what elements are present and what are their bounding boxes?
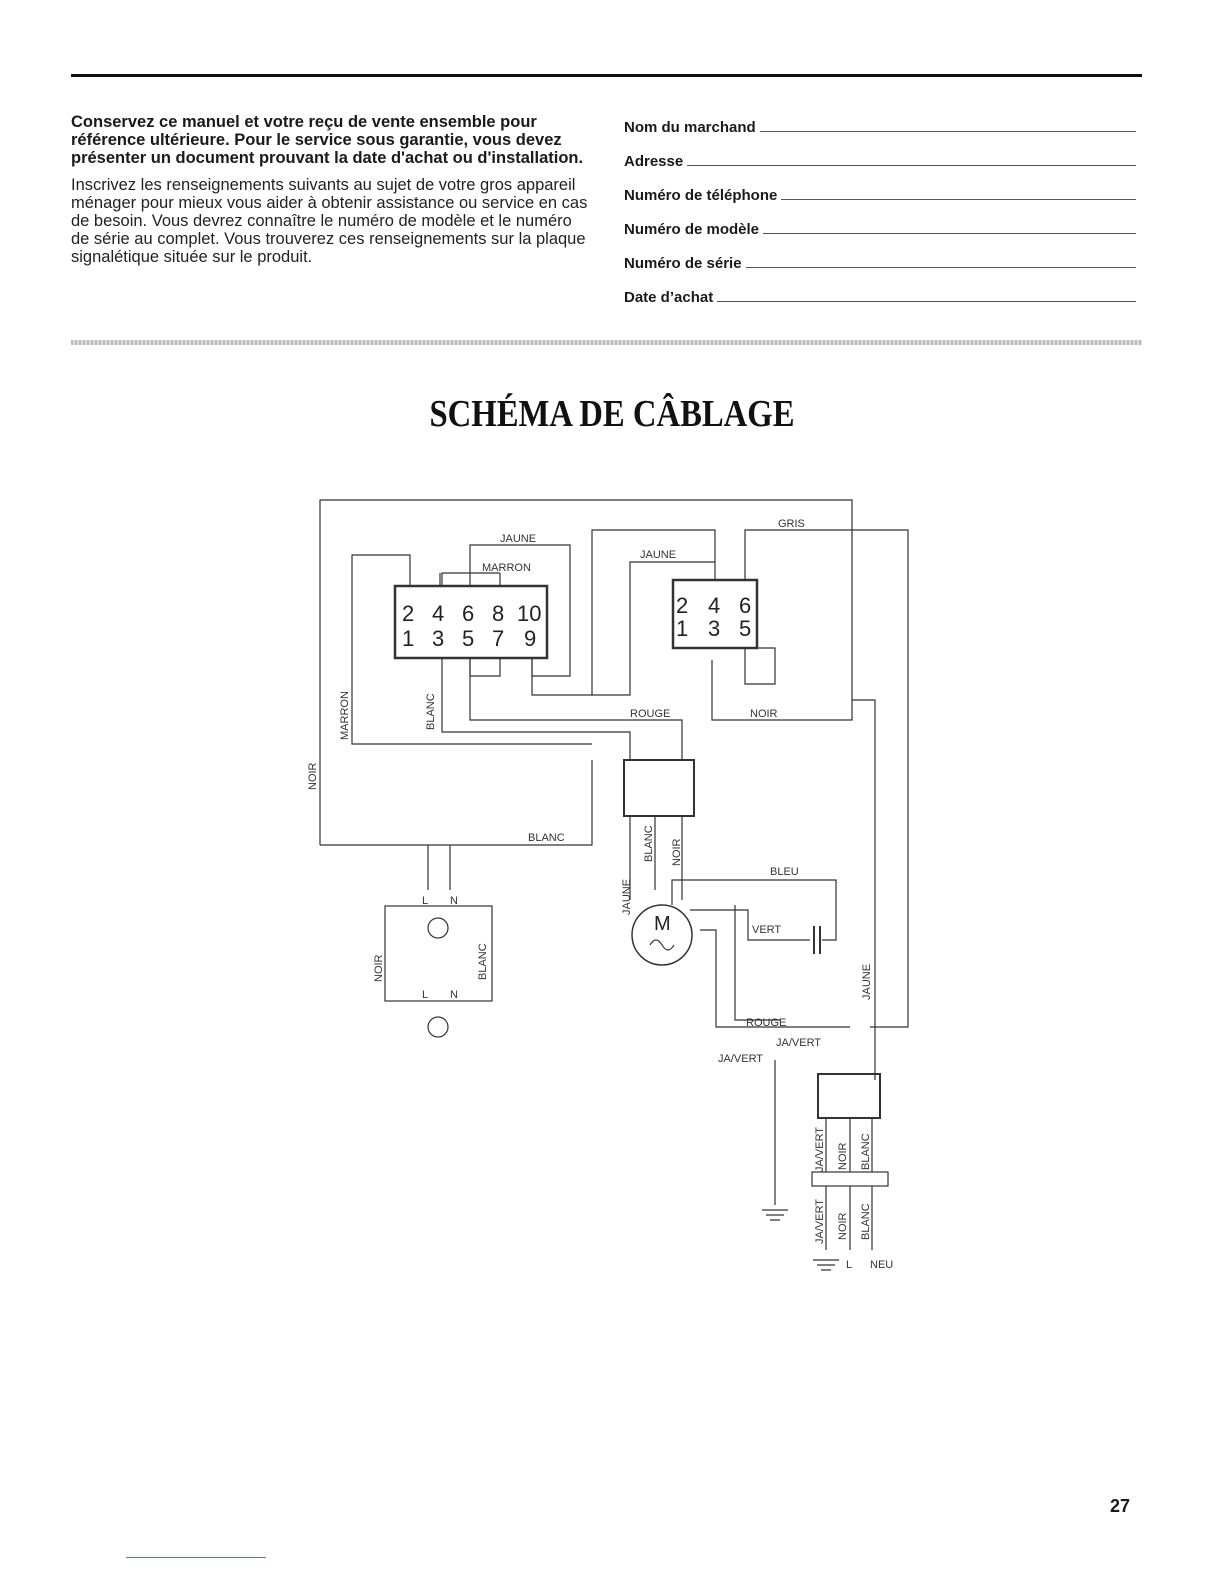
wire-from-5	[470, 658, 500, 676]
wire-jaune-long	[852, 700, 875, 1080]
motor-tilde	[650, 940, 674, 950]
terminal-block	[818, 1074, 880, 1118]
label-supply-l: L	[846, 1259, 853, 1271]
label-lamp-l: L	[422, 895, 429, 907]
label-blanc-lamp: BLANC	[477, 943, 489, 980]
page-title: SCHÉMA DE CÂBLAGE	[429, 393, 795, 435]
sw-right-bot-3: 5	[739, 616, 752, 641]
label-rouge-mid: ROUGE	[630, 708, 671, 720]
page-number: 27	[1110, 1496, 1131, 1516]
capacitor	[814, 926, 820, 954]
sw-left-top-2: 4	[432, 601, 445, 626]
form-label: Nom du marchand	[624, 119, 756, 136]
label-marron-top: MARRON	[482, 562, 531, 574]
lamp-2	[428, 1017, 448, 1037]
section-divider	[71, 340, 1142, 345]
form-field-phone[interactable]	[624, 170, 1136, 204]
selector-box	[624, 760, 694, 816]
sw-left-bot-5: 9	[524, 626, 537, 651]
fill-line[interactable]	[763, 233, 1136, 234]
motor-wire-ground	[735, 905, 780, 1020]
motor-wire-rouge	[700, 930, 850, 1027]
label-javert-1: JA/VERT	[776, 1037, 822, 1049]
label-blanc-term: BLANC	[860, 1133, 872, 1170]
intro-section	[71, 113, 591, 266]
form-field-merchant[interactable]	[624, 119, 1136, 136]
fill-line[interactable]	[760, 131, 1136, 132]
label-bleu: BLEU	[770, 866, 799, 878]
label-noir-term: NOIR	[837, 1142, 849, 1170]
label-blanc-left: BLANC	[425, 693, 437, 730]
top-rule	[71, 74, 1142, 77]
form-label: Numéro de modèle	[624, 221, 760, 238]
label-noir-lamp: NOIR	[373, 954, 385, 982]
label-jaune-right: JAUNE	[861, 963, 873, 1000]
ground-symbol-2	[813, 1260, 839, 1270]
wiring-diagram	[300, 490, 940, 1290]
sw-right-top-1: 2	[676, 593, 689, 618]
form-field-address[interactable]	[624, 136, 1136, 170]
label-gris: GRIS	[778, 518, 805, 530]
label-vert: VERT	[752, 924, 782, 936]
intro-body-text: Inscrivez les renseignements suivants au sujet de votre gros appareil ménager pour mieux vous aider à obtenir assistance ou service en cas de besoin. Vous devrez connaître le numéro de modèle et le numéro de série au complet. Vous trouverez ces renseignements sur la plaque signalétique située sur le produit.	[71, 176, 588, 266]
label-jaune-mid: JAUNE	[640, 549, 677, 561]
record-form	[624, 119, 1136, 306]
sw-left-bot-2: 3	[432, 626, 445, 651]
sw-left-bot-1: 1	[402, 626, 415, 651]
sw-left-top-5: 10	[517, 601, 542, 626]
sw-left-top-4: 8	[492, 601, 505, 626]
sw-left-top-3: 6	[462, 601, 475, 626]
strain-relief	[812, 1172, 888, 1186]
lamp-wires-top	[320, 760, 592, 890]
sw-right-bot-2: 3	[708, 616, 721, 641]
label-lamp2-l: L	[422, 989, 429, 1001]
label-noir-right: NOIR	[750, 708, 778, 720]
fill-line[interactable]	[746, 267, 1136, 268]
label-marron-left: MARRON	[339, 691, 351, 740]
label-blanc-sel: BLANC	[643, 825, 655, 862]
sw-right-top-2: 4	[708, 593, 721, 618]
label-noir-left: NOIR	[307, 762, 319, 790]
label-noir-sel: NOIR	[671, 838, 683, 866]
ground-symbol	[762, 1210, 788, 1220]
fill-line[interactable]	[687, 165, 1136, 166]
wire-gris	[745, 530, 908, 1027]
label-javert-2: JA/VERT	[718, 1053, 764, 1065]
label-noir-supply: NOIR	[837, 1212, 849, 1240]
wire-outer	[320, 500, 852, 845]
form-field-model[interactable]	[624, 204, 1136, 238]
label-jaune-top: JAUNE	[500, 533, 537, 545]
form-label: Adresse	[624, 153, 684, 170]
label-jaune-motor: JAUNE	[621, 878, 633, 915]
form-field-serial[interactable]	[624, 238, 1136, 272]
label-javert-supply: JA/VERT	[814, 1198, 826, 1244]
sw-left-bot-3: 5	[462, 626, 475, 651]
label-lamp-n: N	[450, 895, 458, 907]
sw-left-top-1: 2	[402, 601, 415, 626]
fill-line[interactable]	[781, 199, 1136, 200]
wire-right-5	[745, 648, 775, 684]
intro-bold-text: Conservez ce manuel et votre reçu de vente ensemble pour référence ultérieure. Pour le service sous garantie, vous devez présenter un document prouvant la date d'achat ou d'installation.	[71, 113, 584, 167]
label-blanc-low: BLANC	[528, 832, 565, 844]
label-supply-neu: NEU	[870, 1259, 894, 1271]
footer-link-line	[126, 1557, 266, 1558]
form-label: Date d’achat	[624, 289, 714, 306]
label-rouge-low: ROUGE	[746, 1017, 787, 1029]
motor-wire-vert	[690, 910, 810, 940]
form-field-purchase-date[interactable]	[624, 272, 1136, 306]
sw-right-top-3: 6	[739, 593, 752, 618]
sw-right-bot-1: 1	[676, 616, 689, 641]
motor-label: M	[654, 913, 671, 935]
label-javert-term: JA/VERT	[814, 1126, 826, 1172]
lamp-box	[385, 906, 492, 1001]
form-label: Numéro de téléphone	[624, 187, 778, 204]
label-lamp2-n: N	[450, 989, 458, 1001]
lamp-1	[428, 918, 448, 938]
sw-left-bot-4: 7	[492, 626, 505, 651]
wiring-diagram-svg	[300, 490, 940, 1290]
form-label: Numéro de série	[624, 255, 742, 272]
label-blanc-supply: BLANC	[860, 1203, 872, 1240]
fill-line[interactable]	[717, 301, 1136, 302]
